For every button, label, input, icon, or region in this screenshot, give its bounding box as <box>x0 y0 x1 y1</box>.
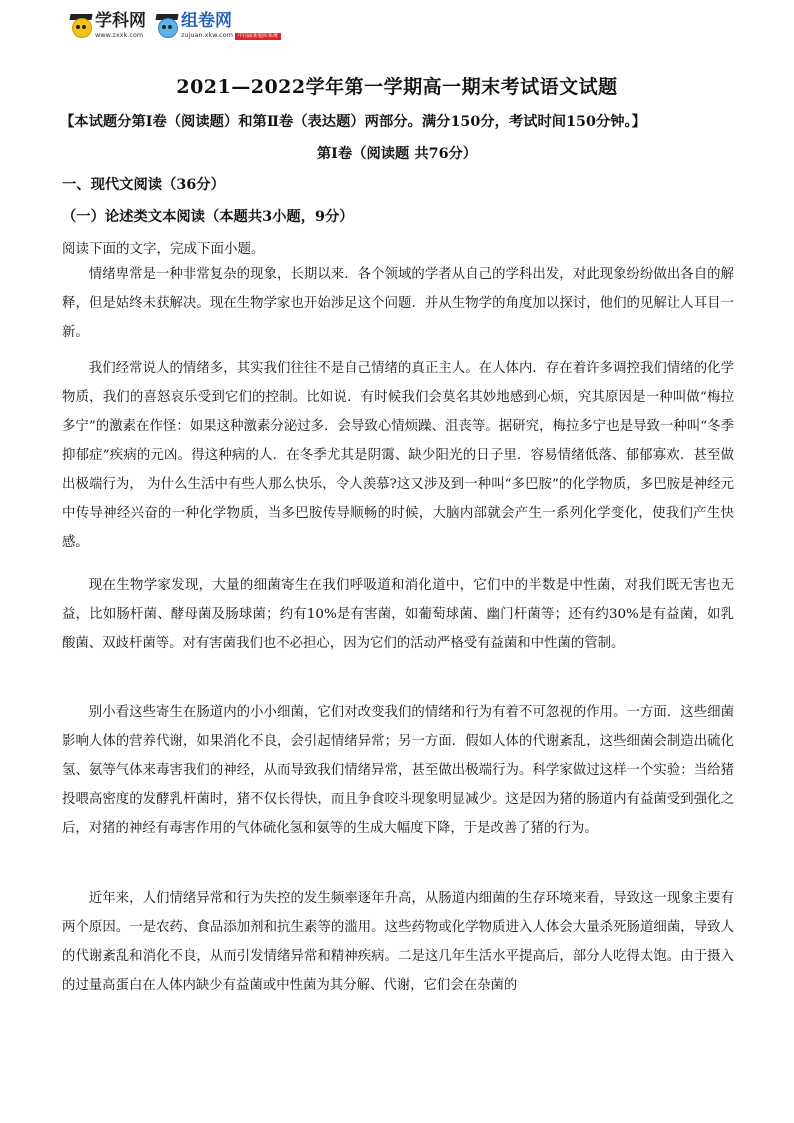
article-paragraph: 别小看这些寄生在肠道内的小小细菌，它们对改变我们的情绪和行为有着不可忽视的作用。一方面．这些细菌影响人体的营养代谢，如果消化不良，会引起情绪异常；另一方面．假如人体的代谢紊乱，这些细菌会制造出硫化氢、氨等气体来毒害我们的神经，从而导致我们情绪异常，甚至做出极端行为。科学家做过这样一个实验：当给猪投喂高密度的发酵乳杆菌时，猪不仅长得快，而且争食咬斗现象明显减少。这是因为猪的肠道内有益菌受到强化之后，对猪的神经有毒害作用的气体硫化氢和氨等的生成大幅度下降，于是改善了猪的行为。 <box>62 705 734 836</box>
mascot-icon <box>156 12 178 40</box>
zxxk-logo[interactable] <box>70 12 146 40</box>
exam-title: 2021—2022学年第一学期高一期末考试语文试题 <box>176 76 618 98</box>
exam-note: 【本试题分第Ⅰ卷（阅读题）和第Ⅱ卷（表达题）两部分。满分150分，考试时间150分钟。】 <box>60 114 646 130</box>
logo1-url: www.zxxk.com <box>95 31 144 40</box>
mascot-icon <box>70 12 92 40</box>
logo1-name: 学科网 <box>95 11 146 32</box>
subsection-heading: （一）论述类文本阅读（本题共3小题，9分） <box>62 209 354 225</box>
section-heading: 一、现代文阅读（36分） <box>62 177 225 193</box>
article-paragraph: 情绪卑常是一种非常复杂的现象，长期以来．各个领域的学者从自己的学科出发，对此现象纷纷做出各自的解释，但是姑终未获解决。现在生物学家也开始涉足这个问题．并从生物学的角度加以探讨，他们的见解让人耳目一新。 <box>62 267 734 340</box>
article-paragraph: 现在生物学家发现，大量的细菌寄生在我们呼吸道和消化道中，它们中的半数是中性菌，对我们既无害也无益，比如肠杆菌、酵母菌及肠球菌；约有10%是有害菌，如葡萄球菌、幽门杆菌等；还有约30%是有益菌，如乳酸菌、双歧杆菌等。对有害菌我们也不必担心，因为它们的活动严格受有益菌和中性菌的管制。 <box>62 578 734 651</box>
logo2-tag: 中国最新题库系统 <box>235 33 281 40</box>
reading-instruction: 阅读下面的文字，完成下面小题。 <box>62 241 265 257</box>
zujuan-logo[interactable] <box>156 12 281 40</box>
logo2-name: 组卷网 <box>181 10 232 31</box>
article-paragraph: 我们经常说人的情绪多，其实我们往往不是自己情绪的真正主人。在人体内．存在着许多调控我们情绪的化学物质，我们的喜怒哀乐受到它们的控制。比如说．有时候我们会莫名其妙地感到心烦，究其原因是一种叫做“梅拉多宁”的激素在作怪：如果这种激素分泌过多．会导致心情烦躁、沮丧等。据研究，梅拉多宁也是导致一种叫“冬季抑郁症”疾病的元凶。得这种病的人．在冬季尤其是阴霭、缺少阳光的日子里．容易情绪低落、郁郁寡欢．甚至做出极端行为， 为什么生活中有些人那么快乐，令人羡慕?这又涉及到一种叫“多巴胺”的化学物质，多巴胺是神经元中传导神经兴奋的一种化学物质，当多巴胺传导顺畅的时候，大脑内部就会产生一系列化学变化，使我们产生快感。 <box>62 361 734 550</box>
volume-heading: 第Ⅰ卷（阅读题 共76分） <box>316 146 478 162</box>
article-paragraph: 近年来，人们情绪异常和行为失控的发生频率逐年升高，从肠道内细菌的生存环境来看，导致这一现象主要有两个原因。一是农药、食品添加剂和抗生素等的滥用。这些药物或化学物质进入人体会大量杀死肠道细菌，导致人的代谢紊乱和消化不良，从而引发情绪异常和精神疾病。二是这几年生活水平提高后，部分人吃得太饱。由于摄入的过量高蛋白在人体内缺少有益菌或中性菌为其分解、代谢，它们会在杂菌的 <box>62 891 734 993</box>
logo2-url: zujuan.xkw.com 中国最新题库系统 <box>181 32 281 40</box>
header-logos <box>70 12 281 48</box>
